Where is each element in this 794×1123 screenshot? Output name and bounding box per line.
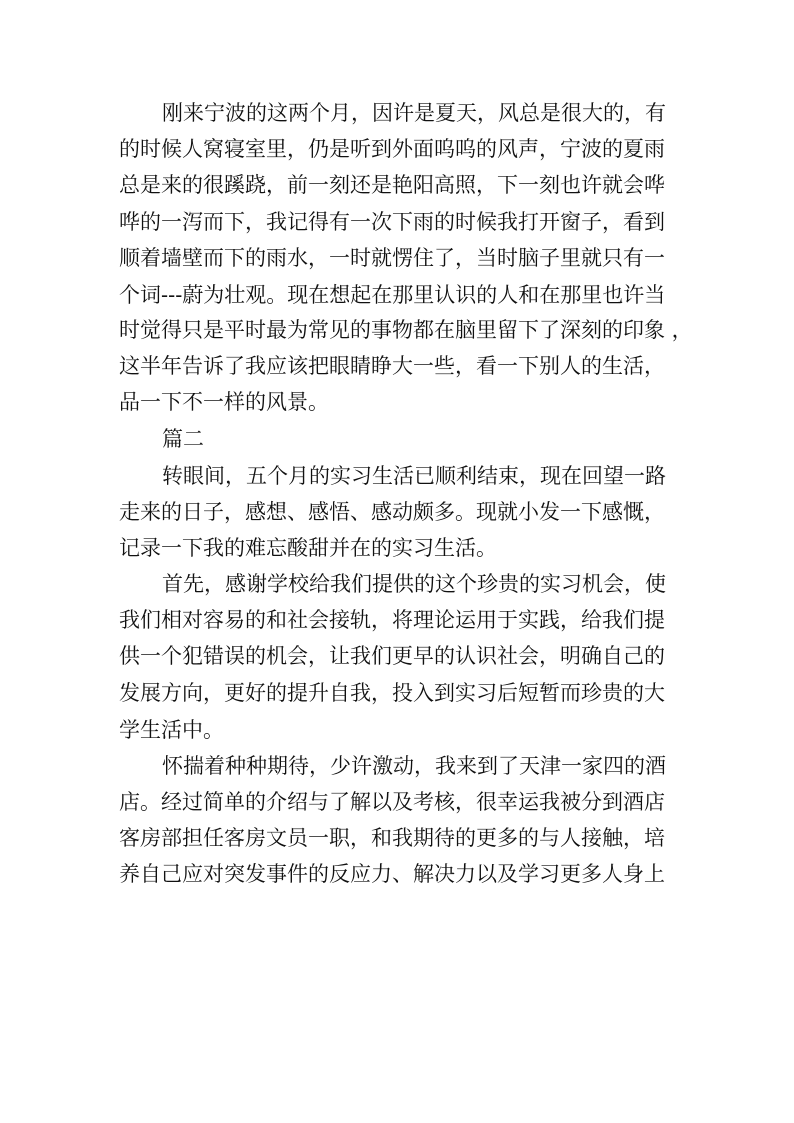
paragraph-2-line-1: 转眼间，五个月的实习生活已顺利结束，现在回望一路 <box>162 464 666 488</box>
paragraph-3-line-4: 发展方向，更好的提升自我，投入到实习后短暂而珍贵的大 <box>119 681 665 705</box>
paragraph-4-line-3: 客房部担任客房文员一职，和我期待的更多的与人接触，培 <box>119 826 665 850</box>
paragraph-1-line-9: 品一下不一样的风景。 <box>119 390 329 414</box>
paragraph-1-line-1: 刚来宁波的这两个月，因许是夏天，风总是很大的，有 <box>162 101 666 125</box>
paragraph-2-line-3: 记录一下我的难忘酸甜并在的实习生活。 <box>119 536 497 560</box>
paragraph-3-line-5: 学生活中。 <box>119 718 224 742</box>
paragraph-3-line-2: 我们相对容易的和社会接轨，将理论运用于实践，给我们提 <box>119 608 665 632</box>
paragraph-4-line-4: 养自己应对突发事件的反应力、解决力以及学习更多人身上 <box>119 862 665 886</box>
paragraph-1-line-4: 哗的一泻而下，我记得有一次下雨的时候我打开窗子，看到 <box>119 210 665 234</box>
section-heading: 篇二 <box>162 427 204 451</box>
paragraph-1-line-2: 的时候人窝寝室里，仍是听到外面呜呜的风声，宁波的夏雨 <box>119 137 665 161</box>
paragraph-1-line-3: 总是来的很蹊跷，前一刻还是艳阳高照，下一刻也许就会哗 <box>119 173 665 197</box>
paragraph-3-line-1: 首先，感谢学校给我们提供的这个珍贵的实习机会，使 <box>162 572 666 596</box>
paragraph-1-line-7: 时觉得只是平时最为常见的事物都在脑里留下了深刻的印象 ， <box>119 318 693 342</box>
paragraph-4-line-1: 怀揣着种种期待，少许激动，我来到了天津一家四的酒 <box>162 754 666 778</box>
paragraph-1-line-6: 个词---蔚为壮观。现在想起在那里认识的人和在那里也许当 <box>119 283 666 307</box>
paragraph-1-line-8: 这半年告诉了我应该把眼睛睁大一些，看一下别人的生活， <box>119 354 665 378</box>
paragraph-3-line-3: 供一个犯错误的机会，让我们更早的认识社会，明确自己的 <box>119 644 665 668</box>
paragraph-1-line-5: 顺着墙壁而下的雨水，一时就愣住了，当时脑子里就只有一 <box>119 246 665 270</box>
paragraph-2-line-2: 走来的日子，感想、感悟、感动颇多。现就小发一下感慨， <box>119 500 665 524</box>
paragraph-4-line-2: 店。经过简单的介绍与了解以及考核，很幸运我被分到酒店 <box>119 790 665 814</box>
